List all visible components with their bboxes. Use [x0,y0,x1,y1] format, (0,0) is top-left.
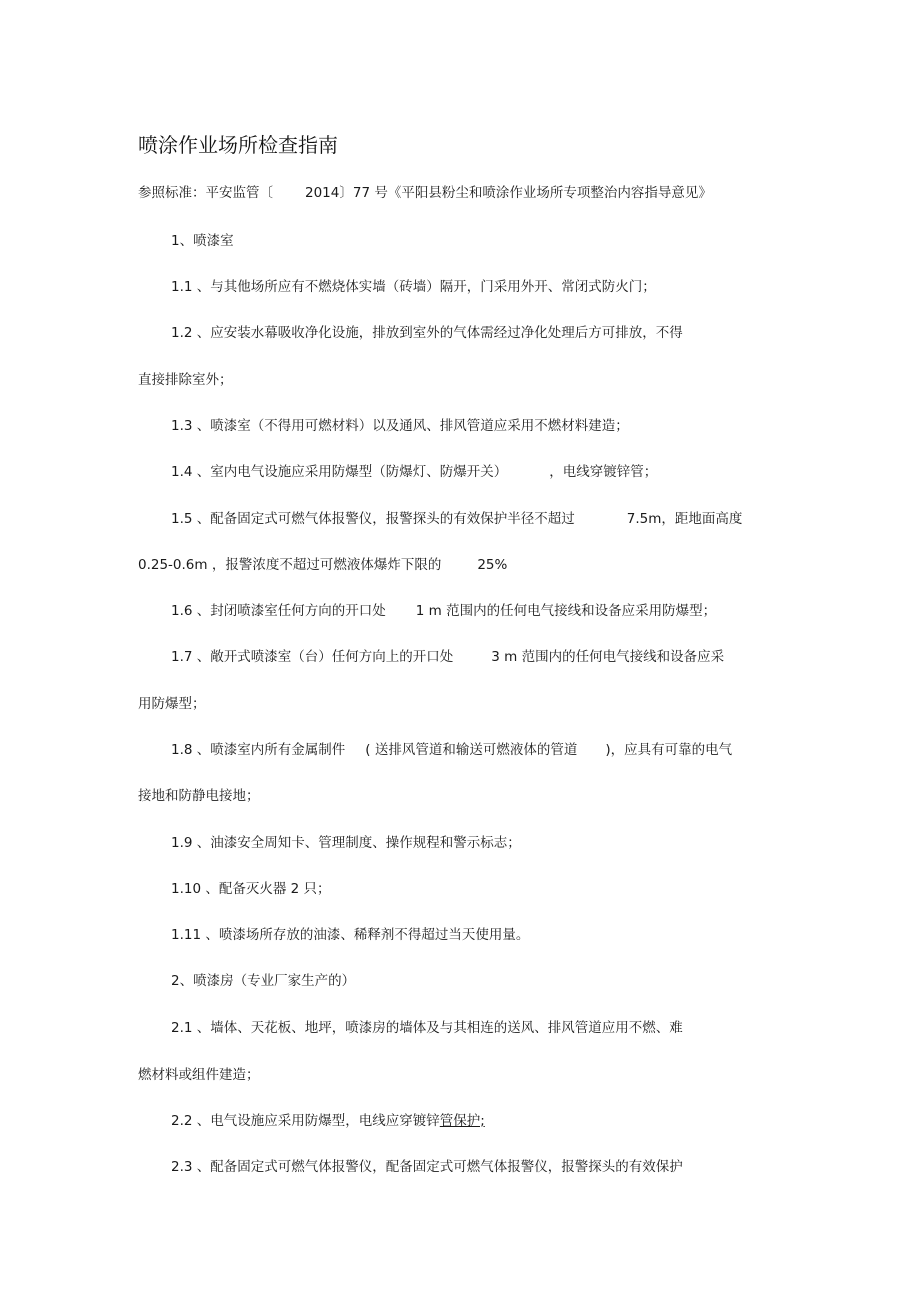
item-2-2-part1: 2.2 、电气设施应采用防爆型，电线应穿镀锌 [171,1113,440,1129]
reference-prefix: 参照标准：平安监管〔 [138,185,273,201]
item-1-4 [171,463,657,481]
item-1-5-cont [138,556,507,574]
reference-standard: 2014〕77 号《平阳县粉尘和喷涂作业场所专项整治内容指导意见》 [305,185,712,201]
item-1-6 [171,602,716,620]
item-1-4-part2: ，电线穿镀锌管； [549,464,658,480]
item-1-8-part1: 1.8 、喷漆室内所有金属制件 [171,742,346,758]
item-1-5 [171,510,742,528]
section-1-heading: 1、喷漆室 [171,233,234,249]
section-2-heading: 2、喷漆房（专业厂家生产的） [171,973,356,989]
item-2-3: 2.3 、配备固定式可燃气体报警仪，配备固定式可燃气体报警仪，报警探头的有效保护 [171,1159,683,1175]
item-2-1-cont: 燃材料或组件建造； [138,1067,260,1083]
item-2-1: 2.1 、墙体、天花板、地坪，喷漆房的墙体及与其相连的送风、排风管道应用不燃、难 [171,1020,683,1036]
item-1-8 [171,741,732,759]
reference-line [138,184,712,202]
item-1-6-part2: 1 m 范围内的任何电气接线和设备应采用防爆型； [415,603,717,619]
item-1-7-part1: 1.7 、敞开式喷漆室（台）任何方向上的开口处 [171,649,454,665]
item-1-11: 1.11 、喷漆场所存放的油漆、稀释剂不得超过当天使用量。 [171,927,530,943]
item-1-2-cont: 直接排除室外； [138,372,233,388]
item-1-5-part2: 7.5m，距地面高度 [626,511,743,527]
item-2-2 [171,1112,485,1130]
item-1-8-part3: )，应具有可靠的电气 [605,742,733,758]
item-2-2-underlined: 管保护; [439,1113,485,1129]
item-1-10: 1.10 、配备灭火器 2 只； [171,881,331,897]
item-1-7-cont: 用防爆型； [138,696,206,712]
item-1-8-part2: ( 送排风管道和输送可燃液体的管道 [365,742,578,758]
item-1-1: 1.1 、与其他场所应有不燃烧体实墙（砖墙）隔开，门采用外开、常闭式防火门； [171,279,656,295]
item-1-4-part1: 1.4 、室内电气设施应采用防爆型（防爆灯、防爆开关） [171,464,508,480]
item-1-7-part2: 3 m 范围内的任何电气接线和设备应采 [491,649,725,665]
item-1-8-cont: 接地和防静电接地； [138,788,260,804]
document-title: 喷涂作业场所检查指南 [138,133,338,157]
item-1-5-part3: 0.25-0.6m ，报警浓度不超过可燃液体爆炸下限的 [138,557,442,573]
item-1-6-part1: 1.6 、封闭喷漆室任何方向的开口处 [171,603,386,619]
item-1-5-part4: 25% [477,557,508,573]
item-1-7 [171,648,724,666]
item-1-3: 1.3 、喷漆室（不得用可燃材料）以及通风、排风管道应采用不燃材料建造； [171,418,629,434]
item-1-5-part1: 1.5 、配备固定式可燃气体报警仪，报警探头的有效保护半径不超过 [171,511,575,527]
item-1-2: 1.2 、应安装水幕吸收净化设施，排放到室外的气体需经过净化处理后方可排放，不得 [171,325,683,341]
item-1-9: 1.9 、油漆安全周知卡、管理制度、操作规程和警示标志； [171,835,521,851]
